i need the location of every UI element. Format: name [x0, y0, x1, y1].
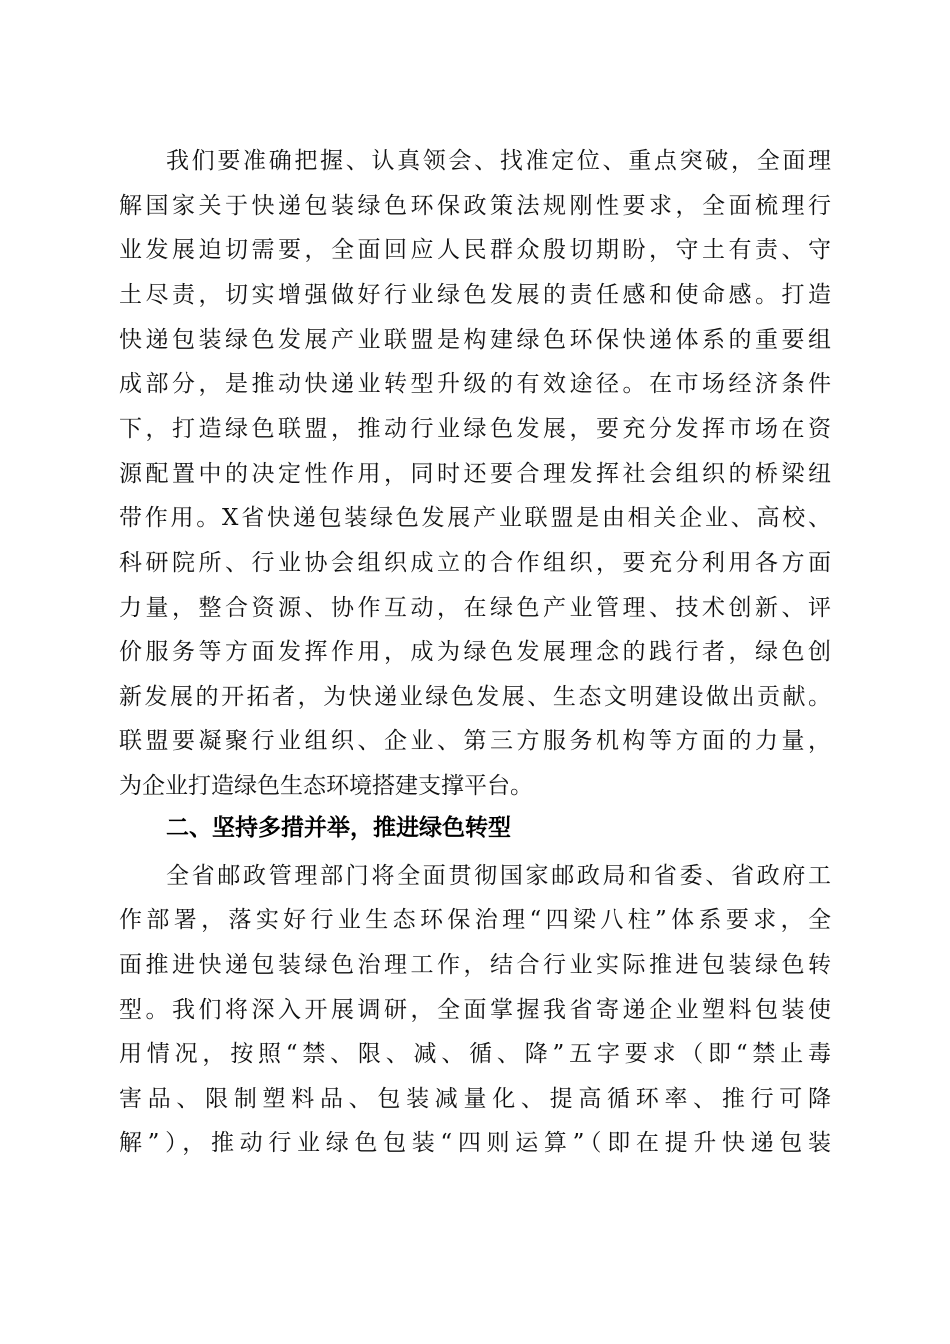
paragraph-line: 土尽责，切实增强做好行业绿色发展的责任感和使命感。打造 — [119, 282, 831, 308]
paragraph-line: 用情况，按照“禁、限、减、循、降”五字要求（即“禁止毒 — [119, 1041, 831, 1067]
paragraph-line: 成部分，是推动快递业转型升级的有效途径。在市场经济条件 — [119, 371, 831, 397]
paragraph-line: 下，打造绿色联盟，推动行业绿色发展，要充分发挥市场在资 — [119, 416, 831, 442]
paragraph-line: 价服务等方面发挥作用，成为绿色发展理念的践行者，绿色创 — [119, 639, 831, 665]
paragraph-line: 力量，整合资源、协作互动，在绿色产业管理、技术创新、评 — [119, 595, 831, 621]
paragraph-line: 害品、限制塑料品、包装减量化、提高循环率、推行可降 — [119, 1086, 831, 1112]
paragraph-line: 全省邮政管理部门将全面贯彻国家邮政局和省委、省政府工 — [166, 863, 831, 889]
paragraph-line: 新发展的开拓者，为快递业绿色发展、生态文明建设做出贡献。 — [119, 684, 831, 710]
paragraph-line: 联盟要凝聚行业组织、企业、第三方服务机构等方面的力量， — [119, 728, 831, 754]
paragraph-line: 面推进快递包装绿色治理工作，结合行业实际推进包装绿色转 — [119, 952, 831, 978]
paragraph-line: 解”），推动行业绿色包装“四则运算”（即在提升快递包装 — [119, 1130, 831, 1156]
paragraph-line: 带作用。X省快递包装绿色发展产业联盟是由相关企业、高校、 — [119, 505, 831, 531]
paragraph-line: 为企业打造绿色生态环境搭建支撑平台。 — [119, 773, 533, 799]
paragraph-line: 作部署，落实好行业生态环保治理“四梁八柱”体系要求，全 — [119, 907, 831, 933]
paragraph-line: 源配置中的决定性作用，同时还要合理发挥社会组织的桥梁纽 — [119, 461, 831, 487]
paragraph-line: 科研院所、行业协会组织成立的合作组织，要充分利用各方面 — [119, 550, 831, 576]
paragraph-line: 解国家关于快递包装绿色环保政策法规刚性要求，全面梳理行 — [119, 193, 831, 219]
paragraph-line: 型。我们将深入开展调研，全面掌握我省寄递企业塑料包装使 — [119, 997, 831, 1023]
paragraph-line: 快递包装绿色发展产业联盟是构建绿色环保快递体系的重要组 — [119, 327, 831, 353]
paragraph-line: 业发展迫切需要，全面回应人民群众殷切期盼，守土有责、守 — [119, 237, 831, 263]
section-heading: 二、坚持多措并举，推进绿色转型 — [166, 815, 511, 841]
paragraph-line: 我们要准确把握、认真领会、找准定位、重点突破，全面理 — [166, 148, 831, 174]
